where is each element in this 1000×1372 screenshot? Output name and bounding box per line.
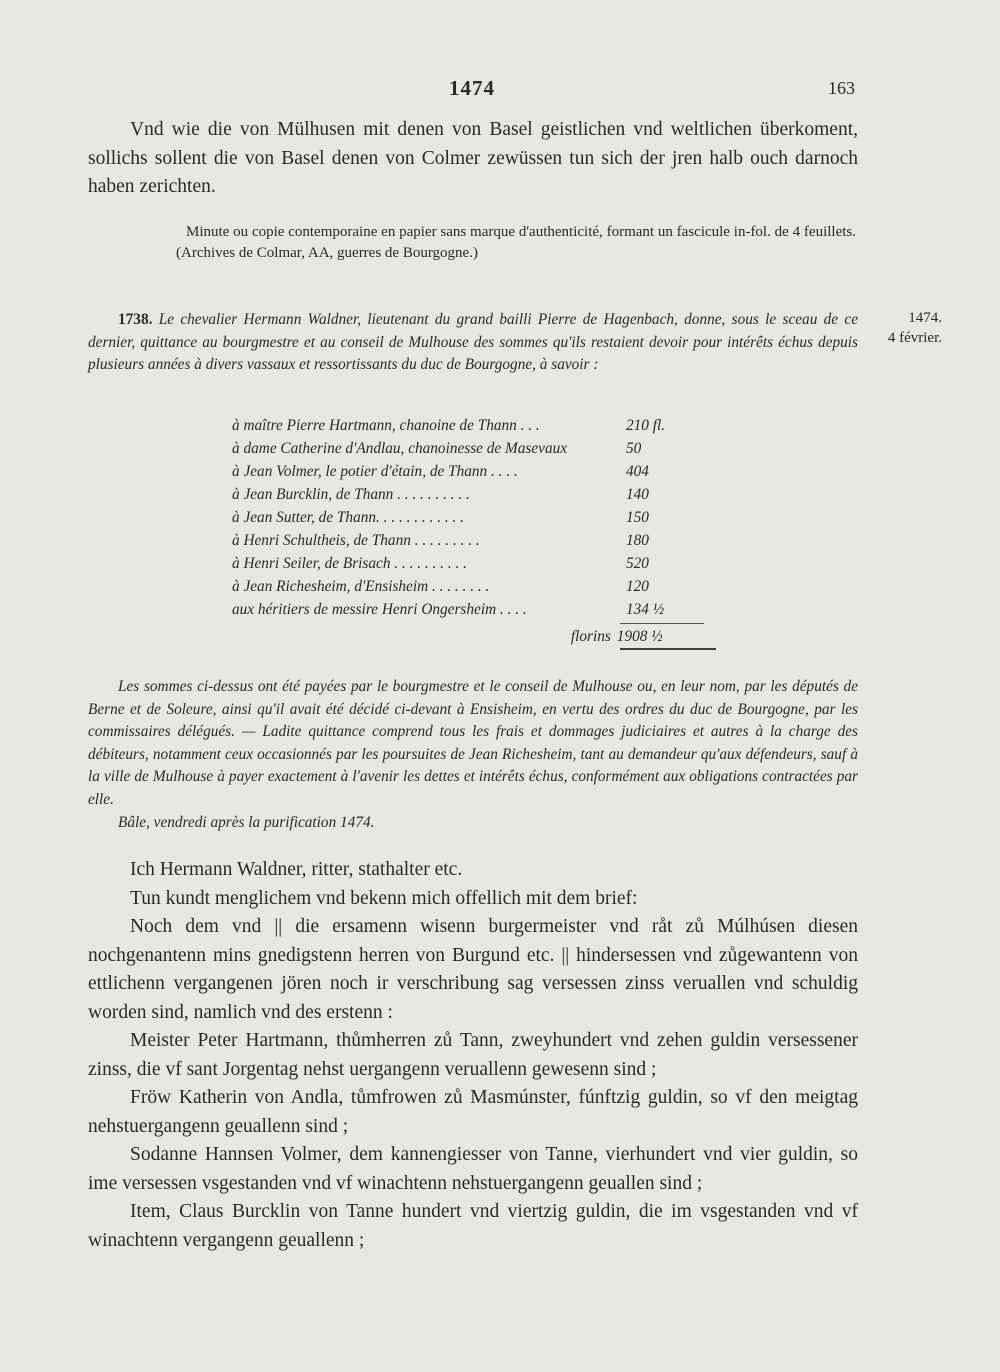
payment-list [232, 414, 712, 650]
payee-name: à Henri Seiler, de Brisach . . . . . . . . . . [232, 555, 467, 572]
list-item [232, 460, 712, 483]
charter-paragraph: Item, Claus Burcklin von Tanne hundert vnd viertzig guldin, die im vsgestanden vnd vf winachtenn vergangenn geuallenn ; [88, 1201, 858, 1251]
payee-name: à dame Catherine d'Andlau, chanoinesse de Masevaux [232, 440, 568, 457]
sum-rule [620, 623, 704, 624]
total-rule [620, 648, 716, 650]
payee-amount: 140 [626, 486, 649, 503]
charter-text [88, 856, 858, 1255]
list-item [232, 529, 712, 552]
summary-continued [88, 676, 858, 834]
payee-amount: 210 fl. [626, 417, 666, 434]
summary-paragraph: Les sommes ci-dessus ont été payées par le bourgmestre et le conseil de Mulhouse ou, en leur nom, par les députés de Berne et de Soleure, ainsi qu'il avait été décidé ci-devant à Ensisheim, en vertu des ordres du duc de Bourgogne, par les commissaires délégués. — Ladite quittance comprend tous les frais et dommages judiciaires et autres à la charge des débiteurs, notamment ceux occasionnés par les poursuites de Jean Richesheim, tant au demandeur qu'aux défendeurs, sauf à la ville de Mulhouse à payer exactement à l'avenir les dettes et intérêts échus, conformément aux obligations contractées par elle. [88, 678, 858, 808]
total-row [232, 624, 712, 650]
charter-paragraph: Fröw Katherin von Andla, tůmfrowen zů Masmúnster, fúnftzig guldin, so vf den meigtag nehstuergangenn geuallenn sind ; [88, 1087, 858, 1137]
list-item [232, 414, 712, 437]
page-number: 163 [828, 78, 855, 98]
payee-amount: 134 ½ [626, 601, 665, 618]
list-item [232, 598, 712, 621]
margin-date-day: 4 février. [887, 330, 942, 346]
payee-name: à Jean Volmer, le potier d'étain, de Thann . . . . [232, 463, 518, 480]
list-item [232, 483, 712, 506]
list-item [232, 437, 712, 460]
total-label: florins [570, 628, 611, 645]
payee-amount: 520 [626, 555, 649, 572]
payee-name: à Jean Richesheim, d'Ensisheim . . . . . . . . [232, 578, 490, 595]
list-item [232, 506, 712, 529]
payee-name: à Henri Schultheis, de Thann . . . . . . . . . [232, 532, 480, 549]
source-note: Minute ou copie contemporaine en papier sans marque d'authenticité, formant un fascicule in-fol. de 4 feuillets. (Archives de Colmar, AA, guerres de Bourgogne.) [176, 224, 856, 261]
payee-amount: 150 [626, 509, 649, 526]
payee-amount: 180 [626, 532, 649, 549]
charter-paragraph: Noch dem vnd || die ersamenn wisenn burgermeister vnd råt zů Múlhúsen diesen nochgenantenn mins gnedigstenn herren von Burgund etc. || hindersessen vnd zůgewantenn von ettlichenn vergangenen jören noch ir verschribung sag versessen zinss veruallen vnd schuldig worden sind, namlich vnd des erstenn : [88, 916, 858, 1023]
opening-paragraph: Vnd wie die von Mülhusen mit denen von Basel geistlichen vnd weltlichen überkoment, sollichs sollent die von Basel denen von Colmer zewüssen tun sich der jren halb ouch darnoch haben zerichten. [88, 119, 858, 197]
dating-clause: Bâle, vendredi après la purification 1474. [118, 813, 375, 831]
payee-name: à Jean Sutter, de Thann. . . . . . . . . . . . [232, 509, 464, 526]
total-amount: 1908 ½ [616, 628, 663, 645]
charter-paragraph: Meister Peter Hartmann, thůmherren zů Tann, zweyhundert vnd zehen guldin versessener zinss, die vf sant Jorgentag nehst uergangenn veruallenn gewesenn sind ; [88, 1030, 858, 1080]
payee-name: aux héritiers de messire Henri Ongersheim . . . . [232, 601, 527, 618]
running-head-year: 1474 [449, 76, 495, 100]
payee-name: à Jean Burcklin, de Thann . . . . . . . . . . [232, 486, 470, 503]
payee-amount: 120 [626, 578, 649, 595]
charter-paragraph: Ich Hermann Waldner, ritter, stathalter etc. [130, 859, 463, 880]
list-item [232, 575, 712, 598]
list-item [232, 552, 712, 575]
margin-date-year: 1474. [908, 310, 942, 326]
charter-paragraph: Sodanne Hannsen Volmer, dem kannengiesser von Tanne, vierhundert vnd vier guldin, so ime versessen vsgestanden vnd vf winachtenn nehstuergangenn geuallen sind ; [88, 1144, 858, 1194]
entry-summary-text: Le chevalier Hermann Waldner, lieutenant du grand bailli Pierre de Hagenbach, donne, sous le sceau de ce dernier, quittance au bourgmestre et au conseil de Mulhouse des sommes qu'ils restaient devoir pour intérêts échus depuis plusieurs années à divers vassaux et ressortissants du duc de Bourgogne, à savoir : [88, 311, 858, 374]
charter-paragraph: Tun kundt menglichem vnd bekenn mich offellich mit dem brief: [130, 887, 638, 909]
margin-date [862, 308, 942, 348]
entry-summary [88, 309, 858, 377]
payee-amount: 404 [626, 463, 649, 480]
payee-amount: 50 [626, 440, 642, 457]
payee-name: à maître Pierre Hartmann, chanoine de Thann . . . [232, 417, 540, 434]
entry-number: 1738. [118, 311, 153, 328]
